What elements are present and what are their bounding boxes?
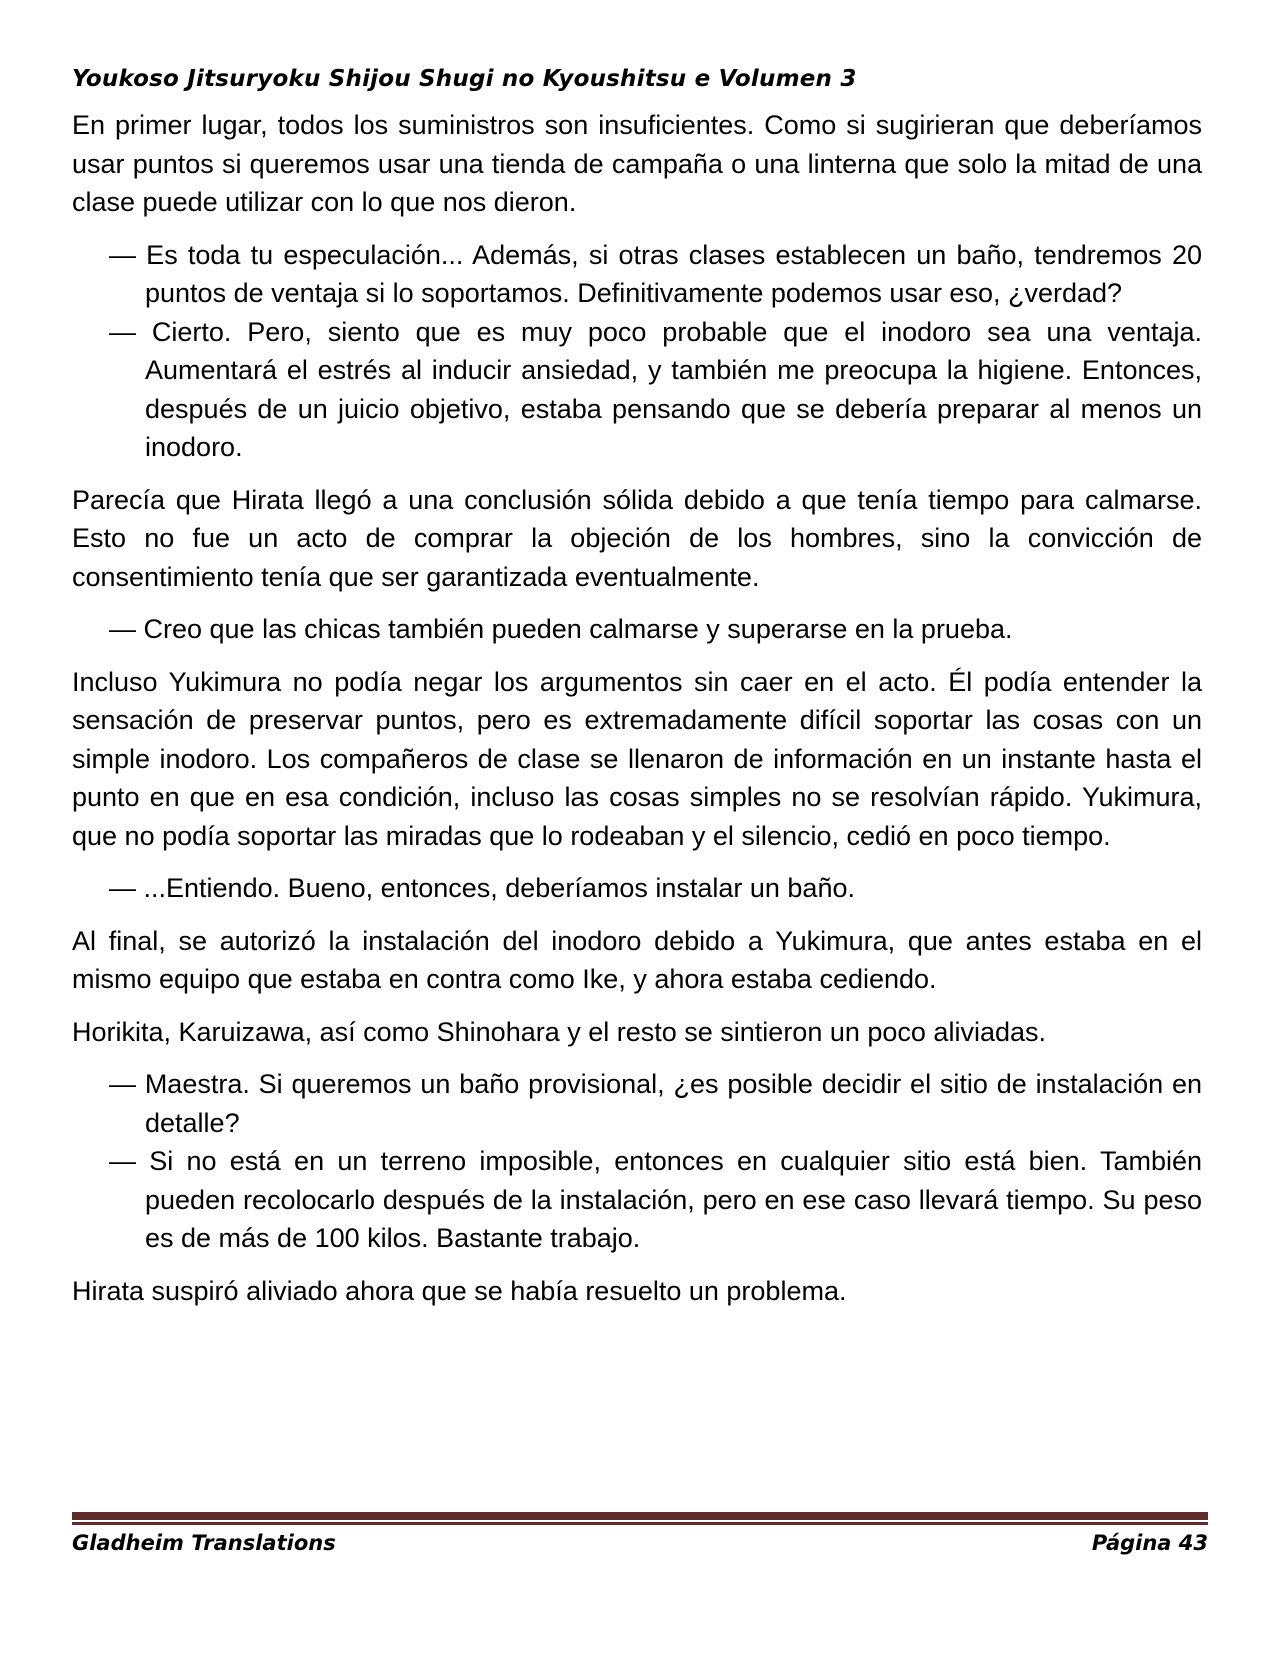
paragraph: En primer lugar, todos los suministros son insuficientes. Como si sugirieran que deberíamos usar puntos si queremos usar una tienda de campaña o una linterna que solo la mitad de una clase puede utilizar con lo que nos dieron. — [72, 110, 1202, 217]
paragraph: Hirata suspiró aliviado ahora que se había resuelto un problema. — [72, 1275, 847, 1306]
footer-rule-thick — [72, 1512, 1208, 1520]
dialogue-line: — Creo que las chicas también pueden calmarse y superarse en la prueba. — [109, 614, 1013, 644]
paragraph: Horikita, Karuizawa, así como Shinohara y el resto se sintieron un poco aliviadas. — [72, 1016, 1046, 1047]
paragraph: Parecía que Hirata llegó a una conclusión sólida debido a que tenía tiempo para calmarse. Esto no fue un acto de comprar la objeción de los hombres, sino la convicción de consentimiento tenía que ser garantizada eventualmente. — [72, 484, 1202, 592]
page-footer — [72, 1512, 1208, 1555]
footer-translator-credit: Gladheim Translations — [72, 1531, 336, 1555]
footer-page-number: Página 43 — [1091, 1531, 1208, 1555]
page-title: Youkoso Jitsuryoku Shijou Shugi no Kyoushitsu e Volumen 3 — [72, 66, 857, 92]
dialogue-line: — Es toda tu especulación... Además, si otras clases establecen un baño, tendremos 20 puntos de ventaja si lo soportamos. Definitivamente podemos usar eso, ¿verdad? — [109, 239, 1202, 308]
paragraph: Al final, se autorizó la instalación del inodoro debido a Yukimura, que antes estaba en el mismo equipo que estaba en contra como Ike, y ahora estaba cediendo. — [72, 925, 1202, 994]
content — [72, 106, 1202, 1310]
paragraph: Incluso Yukimura no podía negar los argumentos sin caer en el acto. Él podía entender la sensación de preservar puntos, pero es extremadamente difícil soportar las cosas con un simple inodoro. Los compañeros de clase se llenaron de información en un instante hasta el punto en que en esa condición, incluso las cosas simples no se resolvían rápido. Yukimura, que no podía soportar las miradas que lo rodeaban y el silencio, cedió en poco tiempo. — [72, 666, 1202, 851]
dialogue-line: — Si no está en un terreno imposible, entonces en cualquier sitio está bien. También pueden recolocarlo después de la instalación, pero en ese caso llevará tiempo. Su peso es de más de 100 kilos. Bastante trabajo. — [109, 1146, 1202, 1253]
dialogue-line: — ...Entiendo. Bueno, entonces, deberíamos instalar un baño. — [109, 873, 855, 903]
footer-rule-thin — [72, 1522, 1208, 1525]
footer-text-row — [72, 1531, 1208, 1555]
page-header — [0, 0, 1280, 92]
dialogue-line: — Maestra. Si queremos un baño provisional, ¿es posible decidir el sitio de instalación en detalle? — [109, 1069, 1202, 1138]
dialogue-line: — Cierto. Pero, siento que es muy poco probable que el inodoro sea una ventaja. Aumentará el estrés al inducir ansiedad, y también me preocupa la higiene. Entonces, después de un juicio objetivo, estaba pensando que se debería preparar al menos un inodoro. — [109, 316, 1202, 462]
